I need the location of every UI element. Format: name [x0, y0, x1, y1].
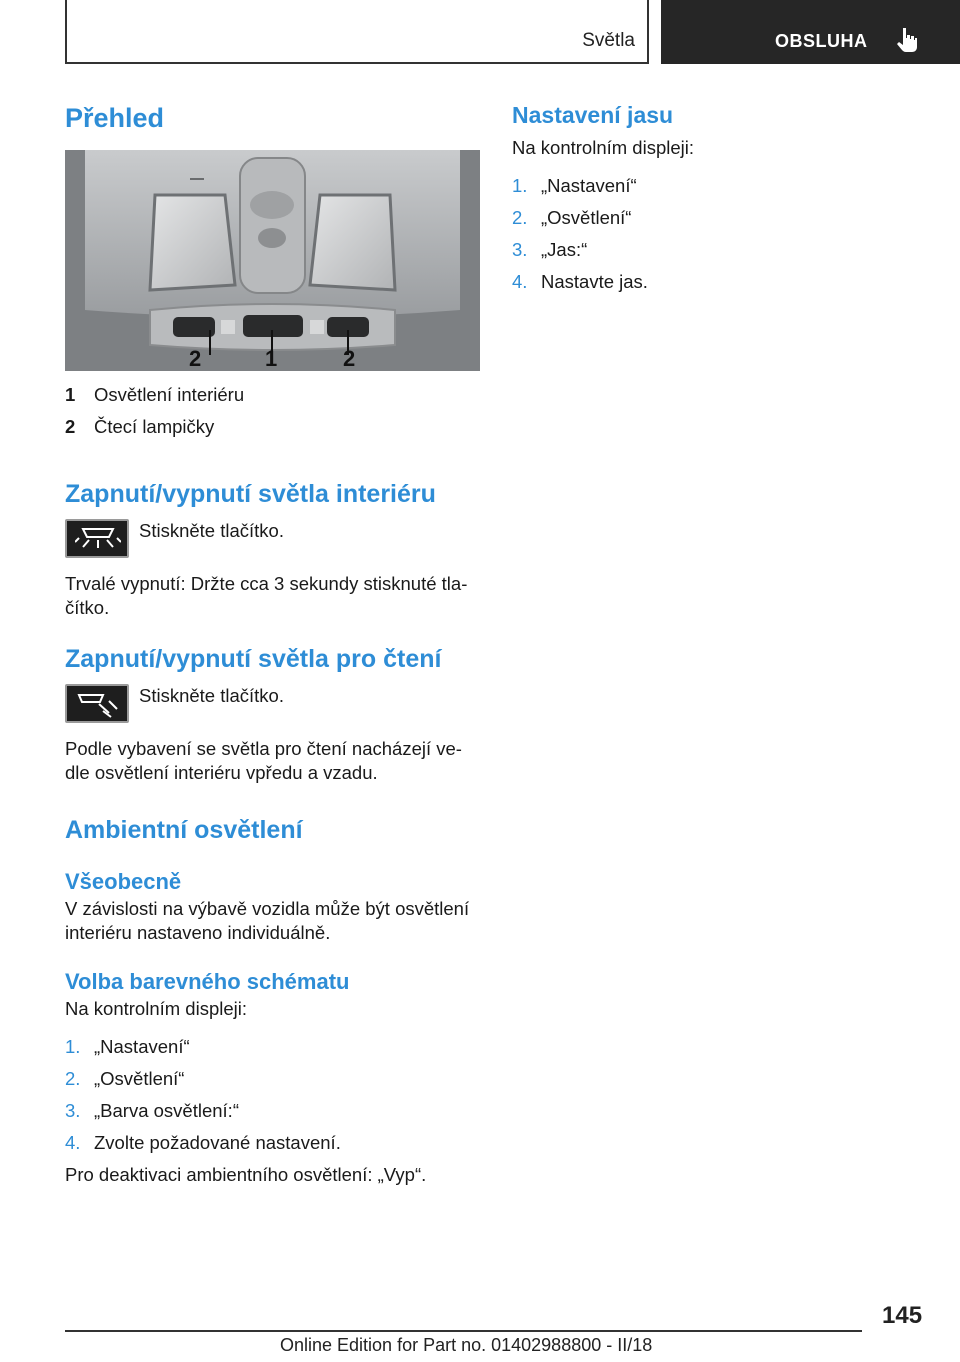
step-text: Zvolte požadované nastavení.: [94, 1132, 341, 1153]
general-text: V závislosti na výbavě vozidla může být osvětlení interiéru nastaveno individuálně.: [65, 898, 470, 943]
chapter-tab[interactable]: [661, 0, 960, 64]
color-scheme-subtitle: Volba barevného schématu: [65, 969, 350, 994]
roof-console-photo: [65, 150, 480, 371]
step-text: „Barva osvětlení:“: [94, 1100, 239, 1121]
interior-light-instruction: Stiskněte tlačítko.: [139, 520, 284, 541]
list-item: [512, 170, 912, 202]
right-column: [512, 100, 912, 298]
color-scheme-intro: Na kontrolním displeji:: [65, 998, 247, 1019]
step-number: 1.: [65, 1036, 81, 1057]
step-text: Nastavte jas.: [541, 271, 648, 292]
brightness-intro: Na kontrolním displeji:: [512, 137, 694, 158]
step-text: „Nastavení“: [541, 175, 637, 196]
edition-footer: Online Edition for Part no. 01402988800 - II/18: [280, 1335, 653, 1355]
step-number: 3.: [512, 239, 528, 260]
section-title: Světla: [582, 30, 635, 51]
left-column: [65, 100, 480, 1187]
step-number: 3.: [65, 1100, 81, 1121]
list-item: [512, 234, 912, 266]
general-subtitle: Všeobecně: [65, 869, 182, 894]
reading-light-instruction: Stiskněte tlačítko.: [139, 685, 284, 706]
ambient-light-title: Ambientní osvětlení: [65, 816, 303, 844]
photo-label-right: 2: [343, 346, 356, 371]
step-number: 4.: [512, 271, 528, 292]
interior-light-icon: [75, 526, 121, 554]
caption-text: Osvětlení interiéru: [94, 384, 245, 405]
pointing-hand-icon: [896, 27, 918, 53]
step-number: 4.: [65, 1132, 81, 1153]
interior-light-note: Trvalé vypnutí: Držte cca 3 sekundy stisknuté tla-čítko.: [65, 573, 468, 618]
overview-title: Přehled: [65, 103, 165, 133]
brightness-steps: [512, 170, 912, 298]
roof-console-illustration: [65, 150, 480, 371]
photo-label-left: 2: [189, 346, 202, 371]
step-number: 2.: [65, 1068, 81, 1089]
step-text: „Osvětlení“: [541, 207, 632, 228]
list-item: [65, 1127, 480, 1159]
interior-light-button: [65, 519, 129, 558]
list-item: [65, 1063, 480, 1095]
list-item: [512, 266, 912, 298]
color-scheme-steps: [65, 1031, 480, 1159]
caption-text: Čtecí lampičky: [94, 416, 215, 437]
list-item: [65, 1031, 480, 1063]
list-item: [512, 202, 912, 234]
reading-light-title: Zapnutí/vypnutí světla pro čtení: [65, 645, 442, 673]
step-number: 2.: [512, 207, 528, 228]
chapter-tab-label: OBSLUHA: [775, 31, 868, 51]
caption-item: [65, 379, 480, 411]
deactivate-note: Pro deaktivaci ambientního osvětlení: „Vyp“.: [65, 1164, 427, 1185]
reading-light-note: Podle vybavení se světla pro čtení nacházejí ve-dle osvětlení interiéru vpředu a vzadu.: [65, 738, 462, 783]
step-text: „Jas:“: [541, 239, 588, 260]
step-text: „Nastavení“: [94, 1036, 190, 1057]
reading-light-icon: [75, 691, 121, 719]
photo-label-center: 1: [265, 346, 278, 371]
brightness-title: Nastavení jasu: [512, 102, 674, 128]
caption-item: [65, 411, 480, 443]
step-text: „Osvětlení“: [94, 1068, 185, 1089]
step-number: 1.: [512, 175, 528, 196]
interior-light-title: Zapnutí/vypnutí světla interiéru: [65, 480, 436, 508]
header-frame: [65, 0, 649, 64]
page-number: 145: [882, 1302, 923, 1329]
footer-divider: [65, 1330, 862, 1332]
caption-number: 1: [65, 384, 76, 405]
list-item: [65, 1095, 480, 1127]
reading-light-button: [65, 684, 129, 723]
caption-number: 2: [65, 416, 76, 437]
